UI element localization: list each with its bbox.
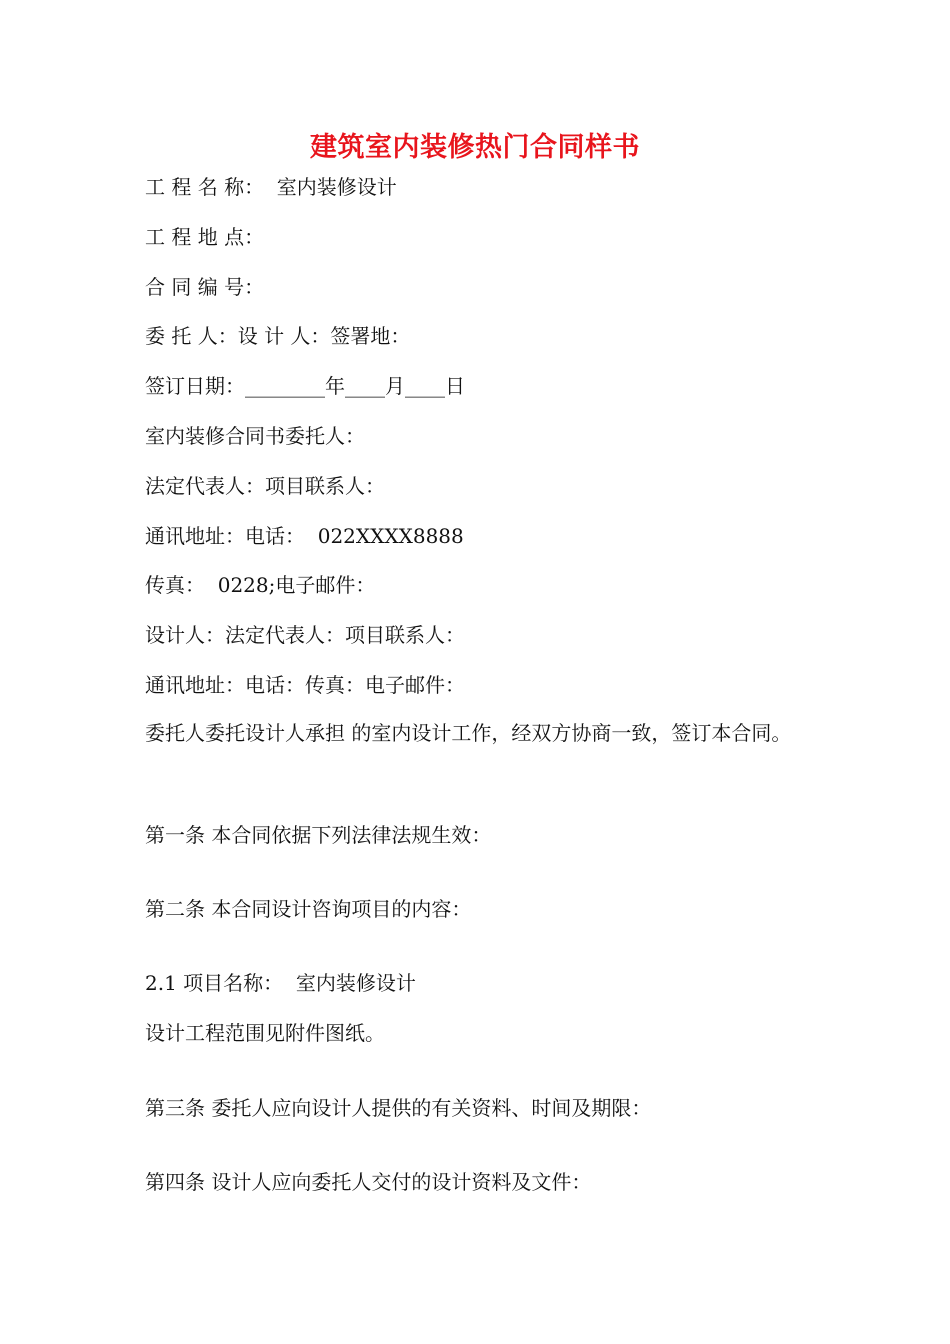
document-title: 建筑室内装修热门合同样书	[310, 132, 640, 163]
design-scope-line: 设计工程范围见附件图纸。	[145, 1021, 385, 1045]
article-four: 第四条 设计人应向委托人交付的设计资料及文件：	[145, 1170, 592, 1194]
project-name-line: 工 程 名 称： 室内装修设计	[145, 175, 397, 199]
item-2-1: 2.1 项目名称： 室内装修设计	[145, 971, 416, 995]
article-three: 第三条 委托人应向设计人提供的有关资料、时间及期限：	[145, 1096, 652, 1120]
designer-address-line: 通讯地址：电话：传真：电子邮件：	[145, 673, 465, 697]
parties-line: 委 托 人：设 计 人：签署地：	[145, 324, 411, 348]
client-representative-line: 法定代表人：项目联系人：	[145, 474, 385, 498]
client-heading-line: 室内装修合同书委托人：	[145, 424, 365, 448]
article-two: 第二条 本合同设计咨询项目的内容：	[145, 897, 472, 921]
client-address-line: 通讯地址：电话： 022XXXX8888	[145, 524, 464, 548]
sign-date-line: 签订日期：________年____月____日	[145, 374, 465, 398]
client-fax-line: 传真： 0228;电子邮件：	[145, 573, 376, 597]
intro-paragraph: 委托人委托设计人承担 的室内设计工作，经双方协商一致，签订本合同。	[145, 721, 792, 745]
article-one: 第一条 本合同依据下列法律法规生效：	[145, 823, 492, 847]
designer-line: 设计人：法定代表人：项目联系人：	[145, 623, 465, 647]
contract-number-line: 合 同 编 号：	[145, 275, 265, 299]
project-location-line: 工 程 地 点：	[145, 225, 265, 249]
